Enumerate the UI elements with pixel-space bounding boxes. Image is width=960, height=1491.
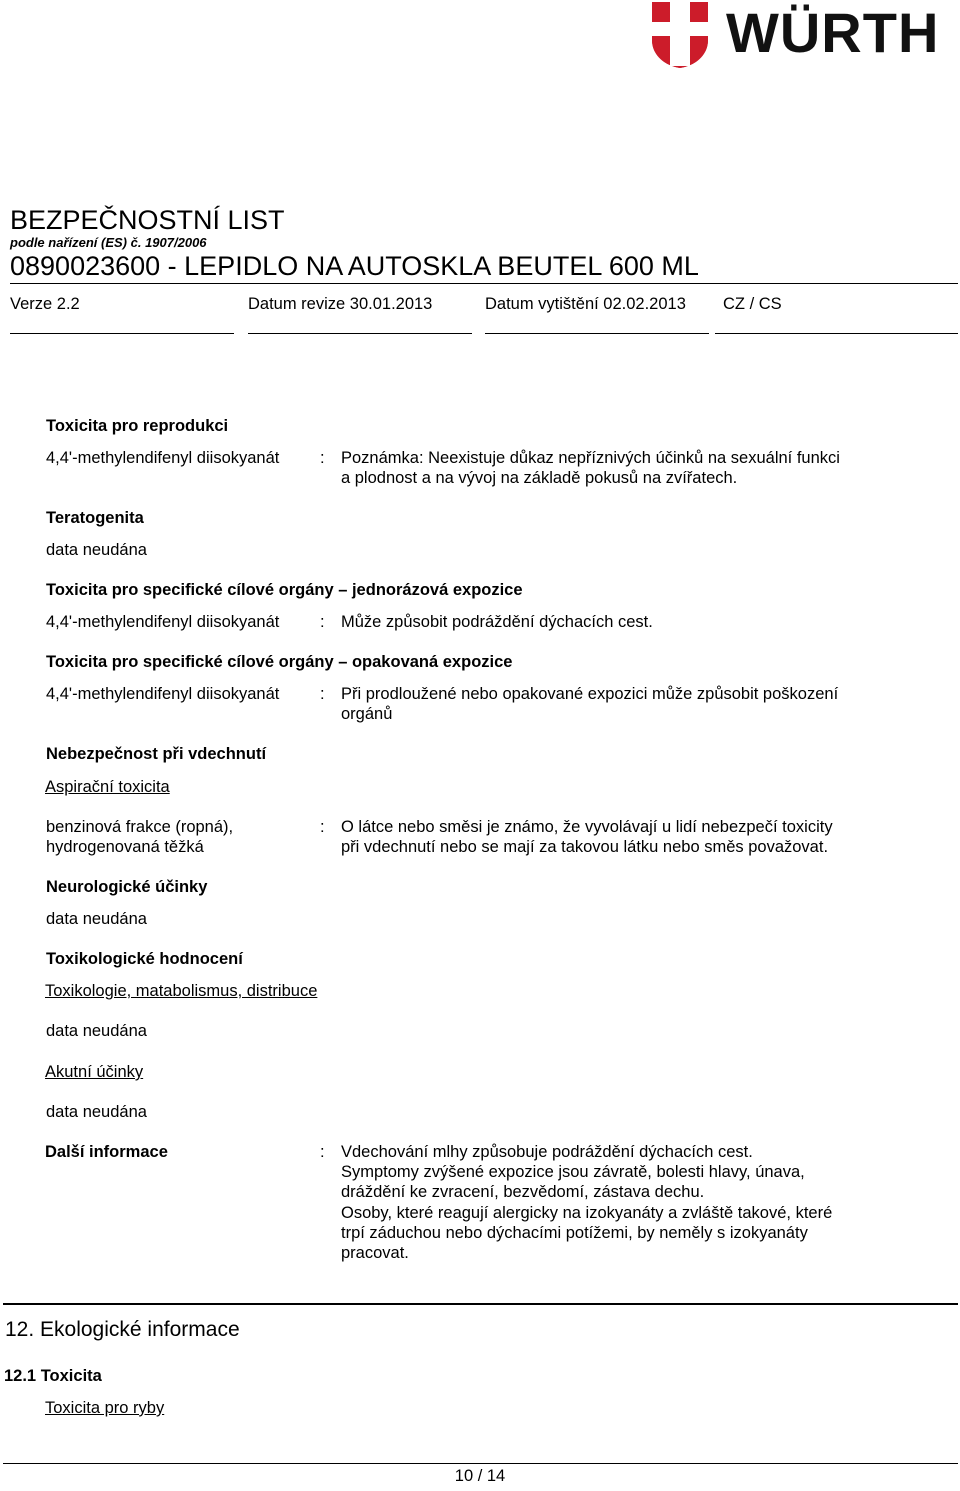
repro-colon: :: [320, 449, 325, 467]
acute-subheading: Akutní účinky: [45, 1063, 144, 1081]
aspiration-heading: Nebezpečnost při vdechnutí: [46, 745, 267, 763]
further-colon: :: [320, 1143, 325, 1161]
version: Verze 2.2: [10, 295, 80, 313]
section-12-1-title: 12.1 Toxicita: [4, 1367, 102, 1385]
aspiration-value: O látce nebo směsi je známo, že vyvolávají u lidí nebezpečí toxicity při vdechnutí nebo se mají za takovou látku nebo směs považovat.: [341, 818, 833, 857]
repro-value: Poznámka: Neexistuje důkaz nepříznivých účinků na sexuální funkci a plodnost a na vývoj na základě pokusů na zvířatech.: [341, 449, 840, 488]
toxeval-subheading: Toxikologie, matabolismus, distribuce: [45, 982, 318, 1000]
terato-value: data neudána: [46, 541, 147, 559]
further-value: Vdechování mlhy způsobuje podráždění dýchacích cest. Symptomy zvýšené expozice jsou závratě, bolesti hlavy, únava, dráždění ke zvracení, bezvědomí, zástava dechu. Osoby, které reagují alergicky na izokyanáty a zvláště takové, které trpí záduchou nebo dýchacími potížemi, by neměly s izokyanáty pracovat.: [341, 1143, 833, 1263]
stot-single-heading: Toxicita pro specifické cílové orgány – jednorázová expozice: [46, 581, 523, 599]
page-number: 10 / 14: [454, 1467, 506, 1485]
repro-heading: Toxicita pro reprodukci: [46, 417, 229, 435]
stot-repeat-substance: 4,4'-methylendifenyl diisokyanát: [46, 685, 280, 703]
stot-single-substance: 4,4'-methylendifenyl diisokyanát: [46, 613, 280, 631]
wurth-logo: [648, 0, 958, 70]
product-title: 0890023600 - LEPIDLO NA AUTOSKLA BEUTEL 600 ML: [10, 251, 699, 281]
neuro-heading: Neurologické účinky: [46, 878, 208, 896]
locale: CZ / CS: [723, 295, 782, 313]
header-rule-bottom: [715, 333, 958, 334]
document-subtitle: podle nařízení (ES) č. 1907/2006: [10, 235, 207, 250]
further-heading: Další informace: [45, 1143, 168, 1161]
document-title: BEZPEČNOSTNÍ LIST: [10, 205, 285, 235]
aspiration-substance: benzinová frakce (ropná), hydrogenovaná těžká: [46, 818, 234, 857]
aspiration-subheading: Aspirační toxicita: [45, 778, 170, 796]
aspiration-colon: :: [320, 818, 325, 836]
header-rule-top: [10, 283, 958, 284]
header-rule-bottom: [248, 333, 472, 334]
toxeval-heading: Toxikologické hodnocení: [46, 950, 243, 968]
revision-date: Datum revize 30.01.2013: [248, 295, 433, 313]
header-rule-bottom: [485, 333, 709, 334]
footer-rule: [3, 1463, 958, 1464]
neuro-value: data neudána: [46, 910, 147, 928]
stot-single-value: Může způsobit podráždění dýchacích cest.: [341, 613, 653, 631]
toxeval-value: data neudána: [46, 1022, 147, 1040]
stot-repeat-heading: Toxicita pro specifické cílové orgány – opakovaná expozice: [46, 653, 513, 671]
stot-single-colon: :: [320, 613, 325, 631]
stot-repeat-value: Při prodloužené nebo opakované expozici může způsobit poškození orgánů: [341, 685, 839, 724]
stot-repeat-colon: :: [320, 685, 325, 703]
fish-toxicity-heading: Toxicita pro ryby: [45, 1399, 165, 1417]
logo-wordmark: WÜRTH: [726, 1, 940, 64]
section-12-title: 12. Ekologické informace: [5, 1318, 240, 1341]
header-rule-bottom: [10, 333, 234, 334]
section-rule: [3, 1303, 958, 1305]
print-date: Datum vytištění 02.02.2013: [485, 295, 686, 313]
acute-value: data neudána: [46, 1103, 147, 1121]
repro-substance: 4,4'-methylendifenyl diisokyanát: [46, 449, 280, 467]
terato-heading: Teratogenita: [46, 509, 144, 527]
